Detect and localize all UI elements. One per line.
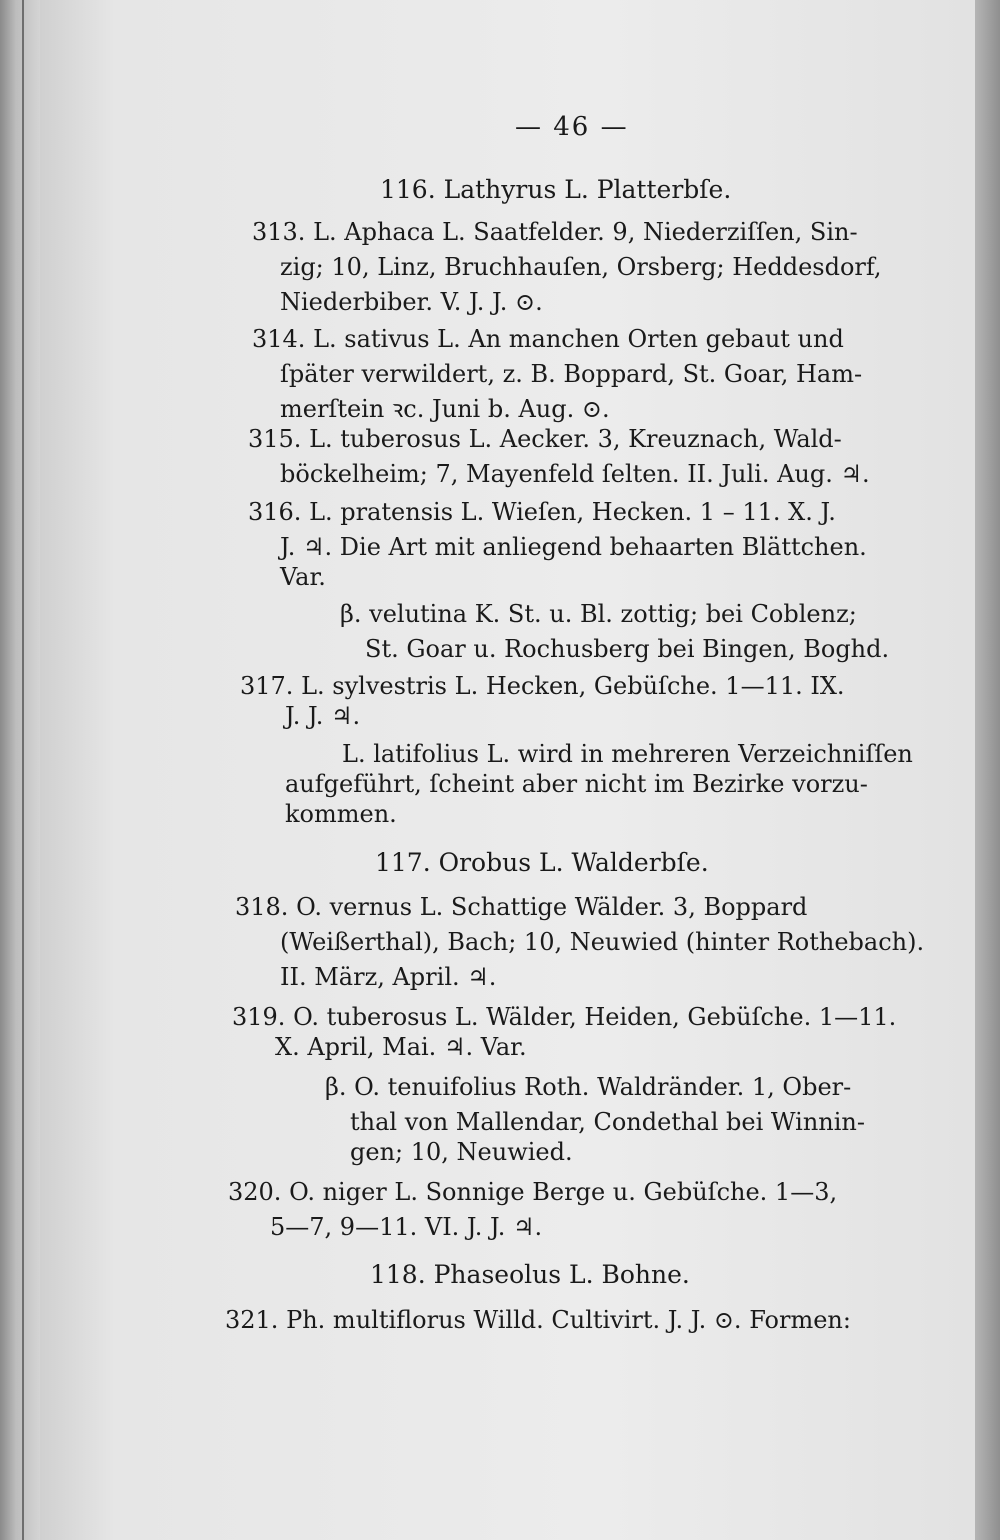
text-line: X. April, Mai. ♃. Var. [275, 1033, 527, 1061]
genus-heading: 116. Lathyrus L. Platterbſe. [380, 175, 732, 204]
book-gutter [0, 0, 40, 1540]
genus-heading: 117. Orobus L. Walderbſe. [375, 848, 709, 877]
text-line: (Weißerthal), Bach; 10, Neuwied (hinter Rothebach). [280, 928, 925, 956]
gutter-crease [22, 0, 24, 1540]
text-line: 318. O. vernus L. Schattige Wälder. 3, Boppard [235, 893, 808, 921]
text-line: ſpäter verwildert, z. B. Boppard, St. Goar, Ham- [280, 360, 863, 388]
text-line: gen; 10, Neuwied. [350, 1138, 573, 1166]
page-edge [975, 0, 1000, 1540]
text-line: 321. Ph. multiflorus Willd. Cultivirt. J. J. ⊙. Formen: [225, 1306, 851, 1334]
text-line: aufgeführt, ſcheint aber nicht im Bezirke vorzu- [285, 770, 868, 798]
text-line: 317. L. sylvestris L. Hecken, Gebüſche. 1—11. IX. [240, 672, 845, 700]
text-line: 316. L. pratensis L. Wieſen, Hecken. 1 – 11. X. J. [248, 498, 836, 526]
page-number: — 46 — [515, 112, 629, 142]
text-line: Niederbiber. V. J. J. ⊙. [280, 288, 543, 316]
text-line: II. März, April. ♃. [280, 963, 497, 991]
text-line: 5—7, 9—11. VI. J. J. ♃. [270, 1213, 543, 1241]
text-line: böckelheim; 7, Mayenfeld ſelten. II. Juli. Aug. ♃. [280, 460, 870, 488]
text-line: β. velutina K. St. u. Bl. zottig; bei Coblenz; [340, 600, 857, 628]
text-line: zig; 10, Linz, Bruchhauſen, Orsberg; Heddesdorf, [280, 253, 882, 281]
text-line: 320. O. niger L. Sonnige Berge u. Gebüſche. 1—3, [228, 1178, 838, 1206]
text-line: 319. O. tuberosus L. Wälder, Heiden, Gebüſche. 1—11. [232, 1003, 897, 1031]
text-line: kommen. [285, 800, 397, 828]
text-line: St. Goar u. Rochusberg bei Bingen, Boghd. [365, 635, 890, 663]
text-line: J. ♃. Die Art mit anliegend behaarten Blättchen. [280, 533, 867, 561]
text-line: merſtein ꝛc. Juni b. Aug. ⊙. [280, 395, 610, 423]
text-line: Var. [280, 563, 326, 591]
text-line: J. J. ♃. [285, 702, 361, 730]
genus-heading: 118. Phaseolus L. Bohne. [370, 1260, 690, 1289]
text-line: 315. L. tuberosus L. Aecker. 3, Kreuznach, Wald- [248, 425, 842, 453]
text-line: 314. L. sativus L. An manchen Orten gebaut und [252, 325, 844, 353]
text-line: L. latifolius L. wird in mehreren Verzeichniſſen [342, 740, 913, 768]
text-line: β. O. tenuifolius Roth. Waldränder. 1, Ober- [325, 1073, 852, 1101]
text-line: thal von Mallendar, Condethal bei Winnin- [350, 1108, 865, 1136]
text-line: 313. L. Aphaca L. Saatfelder. 9, Niederziſſen, Sin- [252, 218, 858, 246]
